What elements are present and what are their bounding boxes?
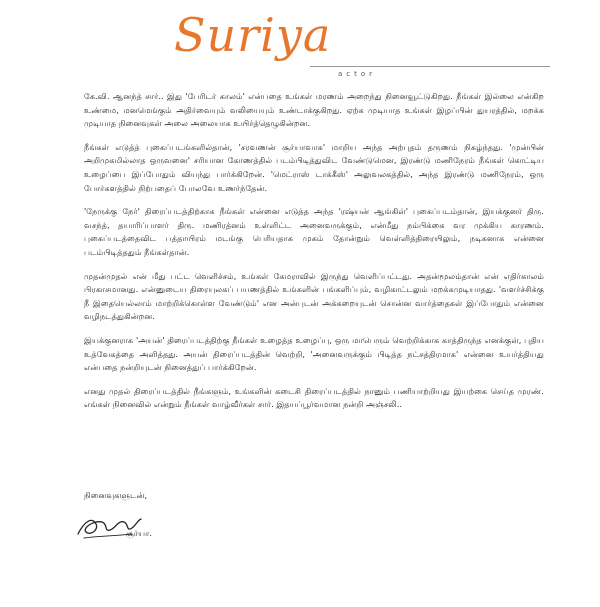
letter-paragraph-4: முதன்முதல் என் மீது பட்ட வெளிச்சம், உங்கள் கேமராவில் இருந்து வெளிப்பட்டது. அதன்மூலம்தான் என் எதிர்காலம் பிரகாசமானது. என்னுடைய திரையுலகப் பயணத்தில் உங்களின் பங்களிப்பும், வழிகாட்டலும் மறக்கமுடியாதது. 'வளர்ச்சிக்கு நீ இதையெல்லாம் மாற்றிக்கொள்ள வேண்டும்' என அன்புடன் அக்கறையுடன் சொன்ன வார்த்தைகள் இப்போதும் என்னை வழிநடத்துகின்றன. <box>84 270 544 322</box>
brand-tagline: actor <box>338 70 377 78</box>
signer-name: சூர்யா. <box>126 528 153 538</box>
letter-paragraph-5: இயக்குனராக 'அயன்' திரைப்படத்திற்கு நீங்கள் உழைத்த உழைப்பு, ஒரு மாபெரும் வெற்றிக்காக காத்திருந்த எனக்குள், புதிய உத்வேகத்தை அளித்தது. அயன் திரைப்படத்தின் வெற்றி, 'அனைவருக்கும் பிடித்த நட்சத்திரமாக' என்னை உயர்த்தியது என்பதை நன்றியுடன் நினைத்துப் பார்க்கிறேன். <box>84 334 544 373</box>
letter-body <box>84 90 544 422</box>
letter-closing: நினைவுகளுடன், <box>84 490 148 500</box>
letterhead-rule <box>310 66 550 67</box>
letter-paragraph-1: கே.வி. ஆனந்த் சார்.. இது 'பேரிடர் காலம்' என்பதை உங்கள் மரணம் அறைந்து நினைவூட்டுகிறது. நீங்கள் இல்லை என்கிற உண்மை, மனமெங்கும் அதிர்வையும் வலியையும் உண்டாக்குகிறது. ஏற்க முடியாத உங்கள் இழப்பின் துயரத்தில், மறக்க முடியாத நினைவுகள் அலை அலையாக உயிர்த்தெழுகின்றன. <box>84 91 544 129</box>
letterhead <box>160 8 460 78</box>
letter-paragraph-3: 'நேருக்கு நேர்' திரைப்படத்திற்காக நீங்கள் என்னை எடுத்த அந்த 'ரஷ்யன் ஆங்கிள்' புகைப்படம்தான், இயக்குனர் திரு. வசந்த், தயாரிப்பாளர் திரு. மணிரத்னம் உள்ளிட்ட அனைவருக்கும், என்மீது நம்பிக்கை வர முக்கிய காரணம். புகைப்படத்தைவிட பத்தாயிரம் மடங்கு பெரியதாக முகம் தோன்றும் வெள்ளித்திரையிலும், நடிகனாக என்னை படம்பிடித்ததும் நீங்கள்தான். <box>84 206 544 257</box>
brand-logo: Suriya <box>174 8 332 62</box>
letter-paragraph-2: நீங்கள் எடுத்த் புகைப்படங்களில்தான், 'சரவணன் சூர்யாவாக' மாறிய அந்த அற்புதம் தருணம் நிகழ்ந்தது. 'முன்பின் அறிமுகமில்லாத ஒருவனை' சரியான கோணத்தில் படம்பிடித்துவிட வேண்டுமென, இரண்டு மணிநேரம் நீங்கள் கொட்டிய உழைப்பை இப்போதும் வியந்து பார்க்கிறேன். 'மெட்ராஸ் டாக்கீஸ்' அலுவலகத்தில், அந்த இரண்டு மணிநேரம், ஒரு போர்களத்தில் நிற்பதைப் போலவே உணர்ந்தேன். <box>84 141 544 193</box>
letter-paragraph-6: எனது முதல் திரைப்படத்தில் நீங்களும், உங்களின் கடைசி திரைப்படத்தில் நானும் பணியாற்றியது இயற்கை செய்த முரண். எங்கள் நினைவில் என்றும் நீங்கள் வாழ்வீர்கள் சார். இதயப்பூர்வமான நன்றி அஞ்சலி.. <box>84 385 544 410</box>
